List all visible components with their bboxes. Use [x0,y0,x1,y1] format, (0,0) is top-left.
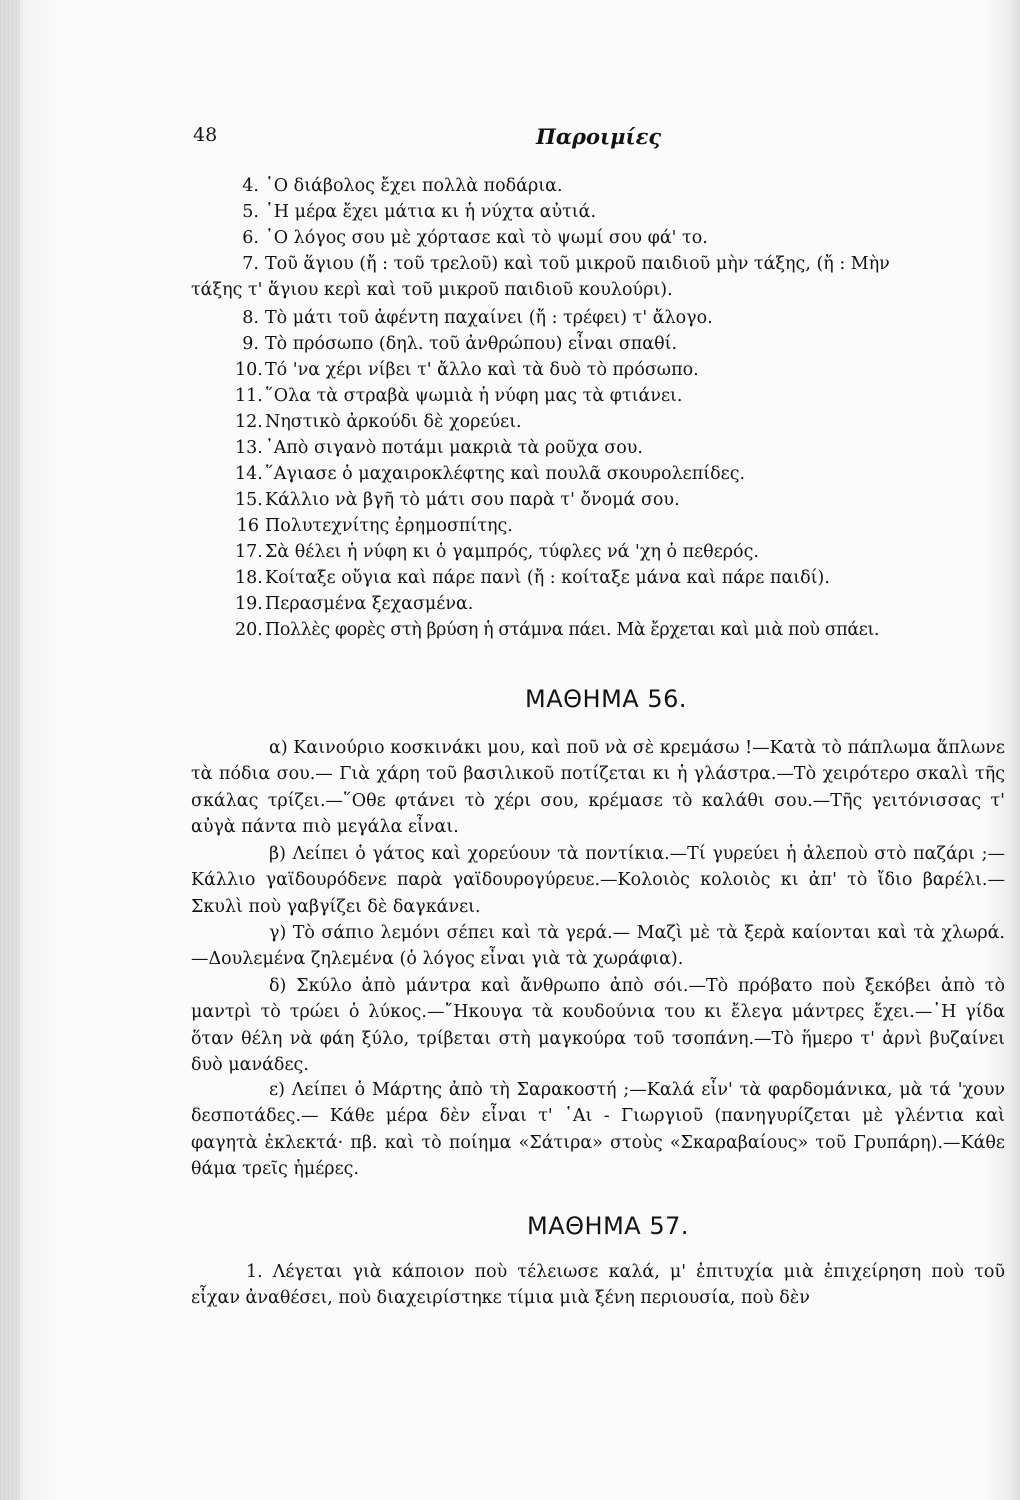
lesson-57-paragraph-1: 1. Λέγεται γιὰ κάποιον ποὺ τέλειωσε καλά, μ' ἐπιτυχία μιὰ ἐπιχείρηση ποὺ τοῦ εἶχαν ἀναθέσει, ποὺ διαχειρίστηκε τίμια μιὰ ξένη περιουσία, ποὺ δὲν [191,1262,1005,1309]
proverb-item: 4. ῾Ο διάβολος ἔχει πολλὰ ποδάρια. [242,176,563,196]
proverb-item: 5. ῾Η μέρα ἔχει μάτια κι ἡ νύχτα αὐτιά. [242,202,597,222]
proverb-item: 8. Τὸ μάτι τοῦ ἀφέντη παχαίνει (ἤ : τρέφει) τ' ἄλογο. [242,308,713,328]
proverb-item: 16 Πολυτεχνίτης ἐρημοσπίτης. [236,516,513,536]
lesson-56-title: ΜΑΘΗΜΑ 56. [525,685,687,713]
lesson-56-paragraph-e: ε) Λείπει ὁ Μάρτης ἀπὸ τὴ Σαρακοστή ;—Καλά εἶν' τὰ φαρδομάνικα, μὰ τά 'χουν δεσποτάδες.— Κάθε μέρα δὲν εἶναι τ' ῾Αι - Γιωργιοῦ (πανηγυρίζεται μὲ γλέντια καὶ φαγητὰ ἐκλεκτά· πβ. καὶ τὸ ποίημα «Σάτιρα» στοὺς «Σκαραβαίους» τοῦ Γρυπάρη).—Κάθε θάμα τρεῖς ἡμέρες. [191,1080,1005,1180]
proverb-item: 18. Κοίταξε οὔγια καὶ πάρε πανὶ (ἤ : κοίταξε μάνα καὶ πάρε παιδί). [235,568,830,588]
page-edge [0,0,20,1500]
proverb-continuation: τάξης τ' ἅγιου κερὶ καὶ τοῦ μικροῦ παιδιοῦ κουλούρι). [191,280,673,300]
proverb-item: 11. ῞Ολα τὰ στραβὰ ψωμιὰ ἡ νύφη μας τὰ φτιάνει. [235,386,683,406]
proverb-item: 14. ῞Αγιασε ὁ μαχαιροκλέφτης καὶ πουλᾶ σκουρολεπίδες. [235,464,746,484]
proverb-item: 9. Τὸ πρόσωπο (δηλ. τοῦ ἀνθρώπου) εἶναι σπαθί. [242,334,678,354]
lesson-56-paragraph-c: γ) Τὸ σάπιο λεμόνι σέπει καὶ τὰ γερά.— Μαζὶ μὲ τὰ ξερὰ καίονται καὶ τὰ χλωρά.—Δουλεμένα ζηλεμένα (ὁ λόγος εἶναι γιὰ τὰ χωράφια). [191,923,1005,970]
lesson-56-paragraph-b: β) Λείπει ὁ γάτος καὶ χορεύουν τὰ ποντίκια.—Τί γυρεύει ἡ ἀλεποὺ στὸ παζάρι ;—Κάλλιο γαϊδουρόδενε παρὰ γαϊδουρογύρευε.—Κολοιὸς κολοιὸς κι ἀπ' τὸ ἴδιο βαρέλι.—Σκυλὶ ποὺ γαβγίζει δὲ δαγκάνει. [191,844,1005,917]
proverb-item: 6. ῾Ο λόγος σου μὲ χόρτασε καὶ τὸ ψωμί σου φά' το. [242,228,708,248]
proverb-item: 20. Πολλὲς φορὲς στὴ βρύση ἡ στάμνα πάει. Μὰ ἔρχεται καὶ μιὰ ποὺ σπάει. [235,620,880,640]
proverb-item: 13. ᾿Απὸ σιγανὸ ποτάμι μακριὰ τὰ ροῦχα σου. [235,438,643,458]
proverb-item: 19. Περασμένα ξεχασμένα. [235,594,474,614]
running-head: Παροιμίες [536,124,662,149]
lesson-56-paragraph-a: α) Καινούριο κοσκινάκι μου, καὶ ποῦ νὰ σὲ κρεμάσω !—Κατὰ τὸ πάπλωμα ἅπλωνε τὰ πόδια σου.— Γιὰ χάρη τοῦ βασιλικοῦ ποτίζεται κι ἡ γλάστρα.—Τὸ χειρότερο σκαλὶ τῆς σκάλας τρίζει.—῞Οθε φτάνει τὸ χέρι σου, κρέμασε τὸ καλάθι σου.—Τῆς γειτόνισσας τ' αὐγὰ πάντα πιὸ μεγάλα εἶναι. [191,738,1005,838]
lesson-56-paragraph-d: δ) Σκύλο ἀπὸ μάντρα καὶ ἄνθρωπο ἀπὸ σόι.—Τὸ πρόβατο ποὺ ξεκόβει ἀπὸ τὸ μαντρὶ τὸ τρώει ὁ λύκος.—῎Ηκουγα τὰ κουδούνια του κι ἔλεγα μάντρες ἔχει.—῾Η γίδα ὅταν θέλη νὰ φάη ξύλο, τρίβεται στὴ μαγκούρα τοῦ τσοπάνη.—Τὸ ἥμερο τ' ἀρνὶ βυζαίνει δυὸ μανάδες. [191,976,1005,1076]
lesson-57-title: ΜΑΘΗΜΑ 57. [527,1212,689,1240]
proverb-item: 7. Τοῦ ἅγιου (ἤ : τοῦ τρελοῦ) καὶ τοῦ μικροῦ παιδιοῦ μὴν τάξης, (ἤ : Μὴν [242,254,890,274]
proverb-item: 12. Νηστικὸ ἀρκούδι δὲ χορεύει. [235,412,522,432]
proverb-item: 15. Κάλλιο νὰ βγῆ τὸ μάτι σου παρὰ τ' ὄνομά σου. [235,490,680,510]
page-number: 48 [193,124,218,146]
proverb-item: 17. Σὰ θέλει ἡ νύφη κι ὁ γαμπρός, τύφλες νά 'χη ὁ πεθερός. [235,542,759,562]
proverb-item: 10. Τό 'να χέρι νίβει τ' ἄλλο καὶ τὰ δυὸ τὸ πρόσωπο. [235,360,699,380]
